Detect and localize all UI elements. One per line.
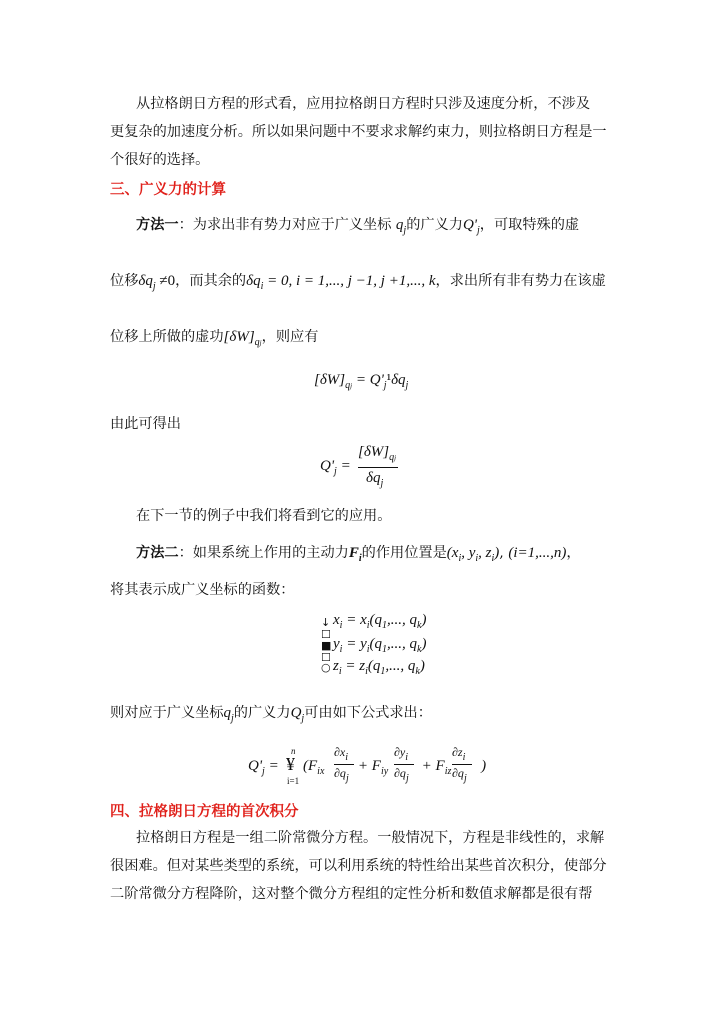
method1-text: ：为求出非有势力对应于广义坐标 xyxy=(178,217,392,233)
paragraph-line: 在下一节的例子中我们将看到它的应用。 xyxy=(136,508,392,524)
paragraph-line: 从拉格朗日方程的形式看，应用拉格朗日方程时只涉及速度分析，不涉及 xyxy=(136,96,591,112)
method2-label: 方法二 xyxy=(136,545,179,561)
math-Fi: $F_i$ xyxy=(348,545,362,564)
paragraph-line: 由此可得出 xyxy=(110,416,181,432)
partial-qj: $\partial q_j$ xyxy=(452,766,467,784)
method1-text: ，可取特殊的虚 xyxy=(479,217,580,233)
equation-generalized-force: $Q'_j$ = xyxy=(320,458,351,477)
fraction-numerator: $[\delta W]_{qj}$ xyxy=(358,444,397,463)
equation-sum-lhs: $Q'_j$ = xyxy=(248,758,279,777)
paragraph-line: 很困难。但对某些类型的系统，可以利用系统的特性给出某些首次积分，使部分 xyxy=(110,858,607,874)
brace-glyph: ☐ xyxy=(321,651,331,664)
partial-y: $\partial y_i$ xyxy=(394,745,409,763)
math-dW: $[\delta W]_{qj}$ xyxy=(223,329,262,348)
fraction-denominator: $\delta q_j$ xyxy=(366,470,384,489)
math-position: ($x_i$, $y_i$, $z_i$) xyxy=(446,545,500,564)
math-dq: $\delta q_j \ne 0$ xyxy=(138,273,176,292)
fraction-bar xyxy=(334,764,354,765)
paragraph-line: 拉格朗日方程是一组二阶常微分方程。一般情况下，方程是非线性的，求解 xyxy=(136,830,605,846)
method1-text: 的广义力 xyxy=(406,217,463,233)
paragraph-line: 个很好的选择。 xyxy=(110,152,210,168)
section-heading: 三、广义力的计算 xyxy=(110,182,226,198)
method1-line1 xyxy=(136,215,579,241)
method2-line1: 方法二：如果系统上作用的主动力$F_i$的作用位置是($x_i$, $y_i$, $z_i$), (i=1,...,n)， xyxy=(136,545,581,564)
math-range: (i=1,...,n) xyxy=(508,545,567,561)
brace-glyph: ○ xyxy=(321,661,331,674)
sum-lower-limit: i=1 xyxy=(287,776,300,786)
sum-upper-limit: n xyxy=(291,746,296,756)
fraction-bar xyxy=(358,467,398,468)
system-row-z: $z_i = z_i(q_1$,..., $q_k$) xyxy=(333,658,425,677)
math-qj: $q_j$ xyxy=(395,217,407,236)
paragraph-line: 将其表示成广义坐标的函数： xyxy=(110,582,295,598)
paragraph-line: 二阶常微分方程降阶，这对整个微分方程组的定性分析和数值求解都是很有帮 xyxy=(110,886,593,902)
equation-virtual-work: $[\delta W]_{qj} = Q'_j^1\delta q_j$ xyxy=(314,372,409,391)
partial-x: $\partial x_i$ xyxy=(334,745,349,763)
partial-z: $\partial z_i$ xyxy=(452,745,466,763)
method1-line2: 位移$\delta q_j \ne 0$，而其余的$\delta q_i = 0$, i = 1,..., j −1, j +1,..., k，求出所有非有势力在该虚 xyxy=(110,273,606,292)
equation-sum-body: ($F_{ix} + F_{iy} + F_{iz}$ ) xyxy=(303,758,487,777)
method1-label: 方法一 xyxy=(136,217,179,233)
sum-symbol: ¥ xyxy=(286,754,295,774)
system-row-x: $x_i = x_i(q_1$,..., $q_k$) xyxy=(333,612,427,631)
fraction-bar xyxy=(452,764,472,765)
partial-qj: $\partial q_j$ xyxy=(394,766,409,784)
partial-qj: $\partial q_j$ xyxy=(334,766,349,784)
fraction-bar xyxy=(394,764,414,765)
section-heading: 四、拉格朗日方程的首次积分 xyxy=(110,804,299,820)
brace-glyph: ↓ xyxy=(321,616,331,629)
brace-glyph: ■ xyxy=(321,639,332,652)
method1-line3: 位移上所做的虚功$[\delta W]_{qj}$，则应有 xyxy=(110,329,319,348)
math-rest: $\delta q_i = 0$, i = 1,..., j −1, j +1,..., k xyxy=(246,273,436,292)
paragraph-line: 更复杂的加速度分析。所以如果问题中不要求求解约束力，则拉格朗日方程是一 xyxy=(110,124,607,140)
paragraph-line: 则对应于广义坐标$q_j$的广义力$Q_j$可由如下公式求出： xyxy=(110,705,432,724)
system-row-y: $y_i = y_i(q_1$,..., $q_k$) xyxy=(333,636,427,655)
math-Qj: $Q'_j$ xyxy=(462,217,480,236)
brace-glyph: ☐ xyxy=(321,628,331,641)
